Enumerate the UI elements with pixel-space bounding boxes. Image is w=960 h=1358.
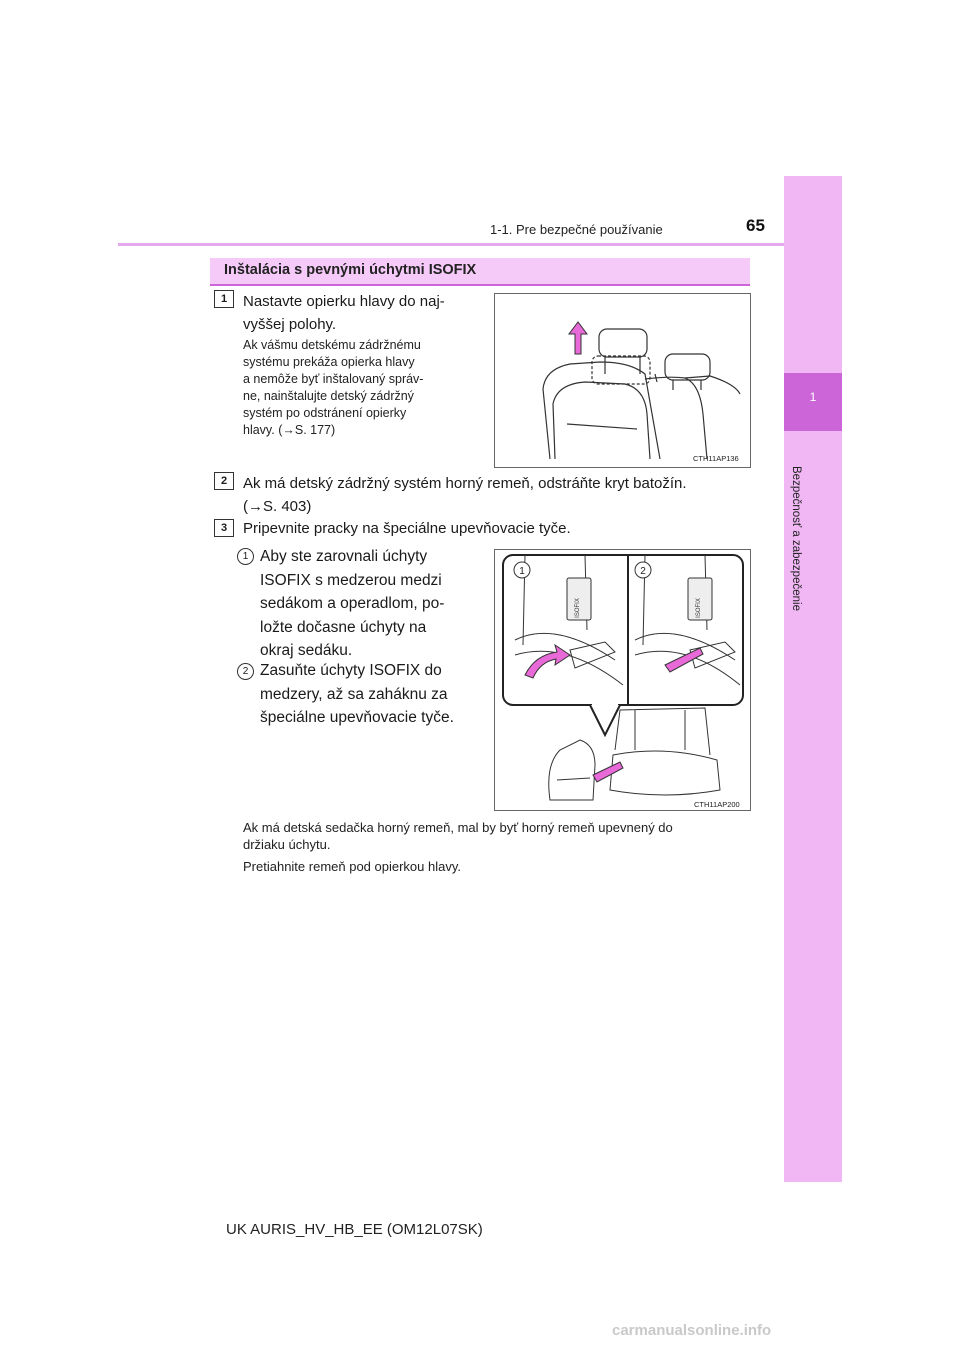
step-1-text-line: Nastavte opierku hlavy do naj- [243, 293, 445, 310]
substep-2-line: medzery, až sa zaháknu za [260, 685, 448, 703]
figure-code: CTH11AP136 [693, 454, 739, 463]
isofix-badge-label: ISOFIX [696, 598, 702, 618]
footer-model-code: UK AURIS_HV_HB_EE (OM12L07SK) [226, 1221, 483, 1238]
header-rule [118, 243, 784, 246]
headrest-illustration [495, 294, 750, 467]
step-3-number: 3 [214, 519, 234, 537]
substep-2-line: Zasuňte úchyty ISOFIX do [260, 662, 442, 679]
step-1-note-line: Ak vášmu detskému zádržnému [243, 338, 421, 352]
substep-1-line: okraj sedáku. [260, 642, 353, 659]
figure-isofix [494, 549, 751, 811]
step-1-note-line: a nemôže byť inštalovaný správ- [243, 372, 424, 386]
substep-1-line: ISOFIX s medzerou medzi [260, 571, 442, 589]
header-section-title: 1-1. Pre bezpečné používanie [490, 222, 663, 237]
chapter-side-tab [784, 176, 842, 1182]
substep-1-line: ložte dočasne úchyty na [260, 618, 427, 636]
step-3-text: Pripevnite pracky na špeciálne upevňovacie tyče. [243, 520, 571, 537]
step-1-number: 1 [214, 290, 234, 308]
figure-headrest [494, 293, 751, 468]
note-line: držiaku úchytu. [243, 837, 331, 852]
page-number: 65 [746, 216, 765, 235]
step-1-note-line: hlavy. (→S. 177) [243, 423, 336, 437]
chapter-number: 1 [809, 390, 817, 404]
step-1-note-line: systém po odstránení opierky [243, 406, 407, 420]
step-2-number: 2 [214, 472, 234, 490]
note-line: Pretiahnite remeň pod opierkou hlavy. [243, 859, 461, 874]
substep-1-text [260, 545, 477, 663]
isofix-illustration [495, 550, 750, 810]
chapter-side-label [786, 466, 806, 626]
note-line: Ak má detská sedačka horný remeň, mal by byť horný remeň upevnený do [243, 820, 673, 835]
section-title: Inštalácia s pevnými úchytmi ISOFIX [224, 262, 477, 278]
chapter-title: Bezpečnosť a zabezpečenie [790, 466, 802, 611]
substep-2-line: špeciálne upevňovacie tyče. [260, 709, 454, 726]
up-arrow-icon [569, 322, 587, 354]
insert-arrow-icon [593, 762, 623, 782]
step-1-text [243, 290, 483, 336]
step-2-text [243, 472, 753, 518]
step-1-text-line: vyššej polohy. [243, 316, 337, 333]
figure-code: CTH11AP200 [694, 800, 740, 809]
substep-2-text [260, 659, 477, 730]
step-1-note-line: ne, nainštalujte detský zádržný [243, 389, 414, 403]
watermark[interactable]: carmanualsonline.info [612, 1322, 772, 1339]
step-3-notes [243, 819, 753, 875]
step-2-text-line: (→S. 403) [243, 498, 312, 515]
substep-2-number: 2 [237, 663, 254, 680]
substep-1-line: Aby ste zarovnali úchyty [260, 548, 428, 565]
substep-1-number: 1 [237, 548, 254, 565]
step-1-note [243, 337, 488, 439]
step-2-text-line: Ak má detský zádržný systém horný remeň, odstráňte kryt batožín. [243, 475, 687, 492]
callout-number: 2 [640, 566, 646, 577]
callout-number: 1 [519, 566, 525, 577]
substep-1-line: sedákom a operadlom, po- [260, 595, 445, 612]
isofix-badge-label: ISOFIX [575, 598, 581, 618]
step-1-note-line: systému prekáža opierka hlavy [243, 355, 415, 369]
